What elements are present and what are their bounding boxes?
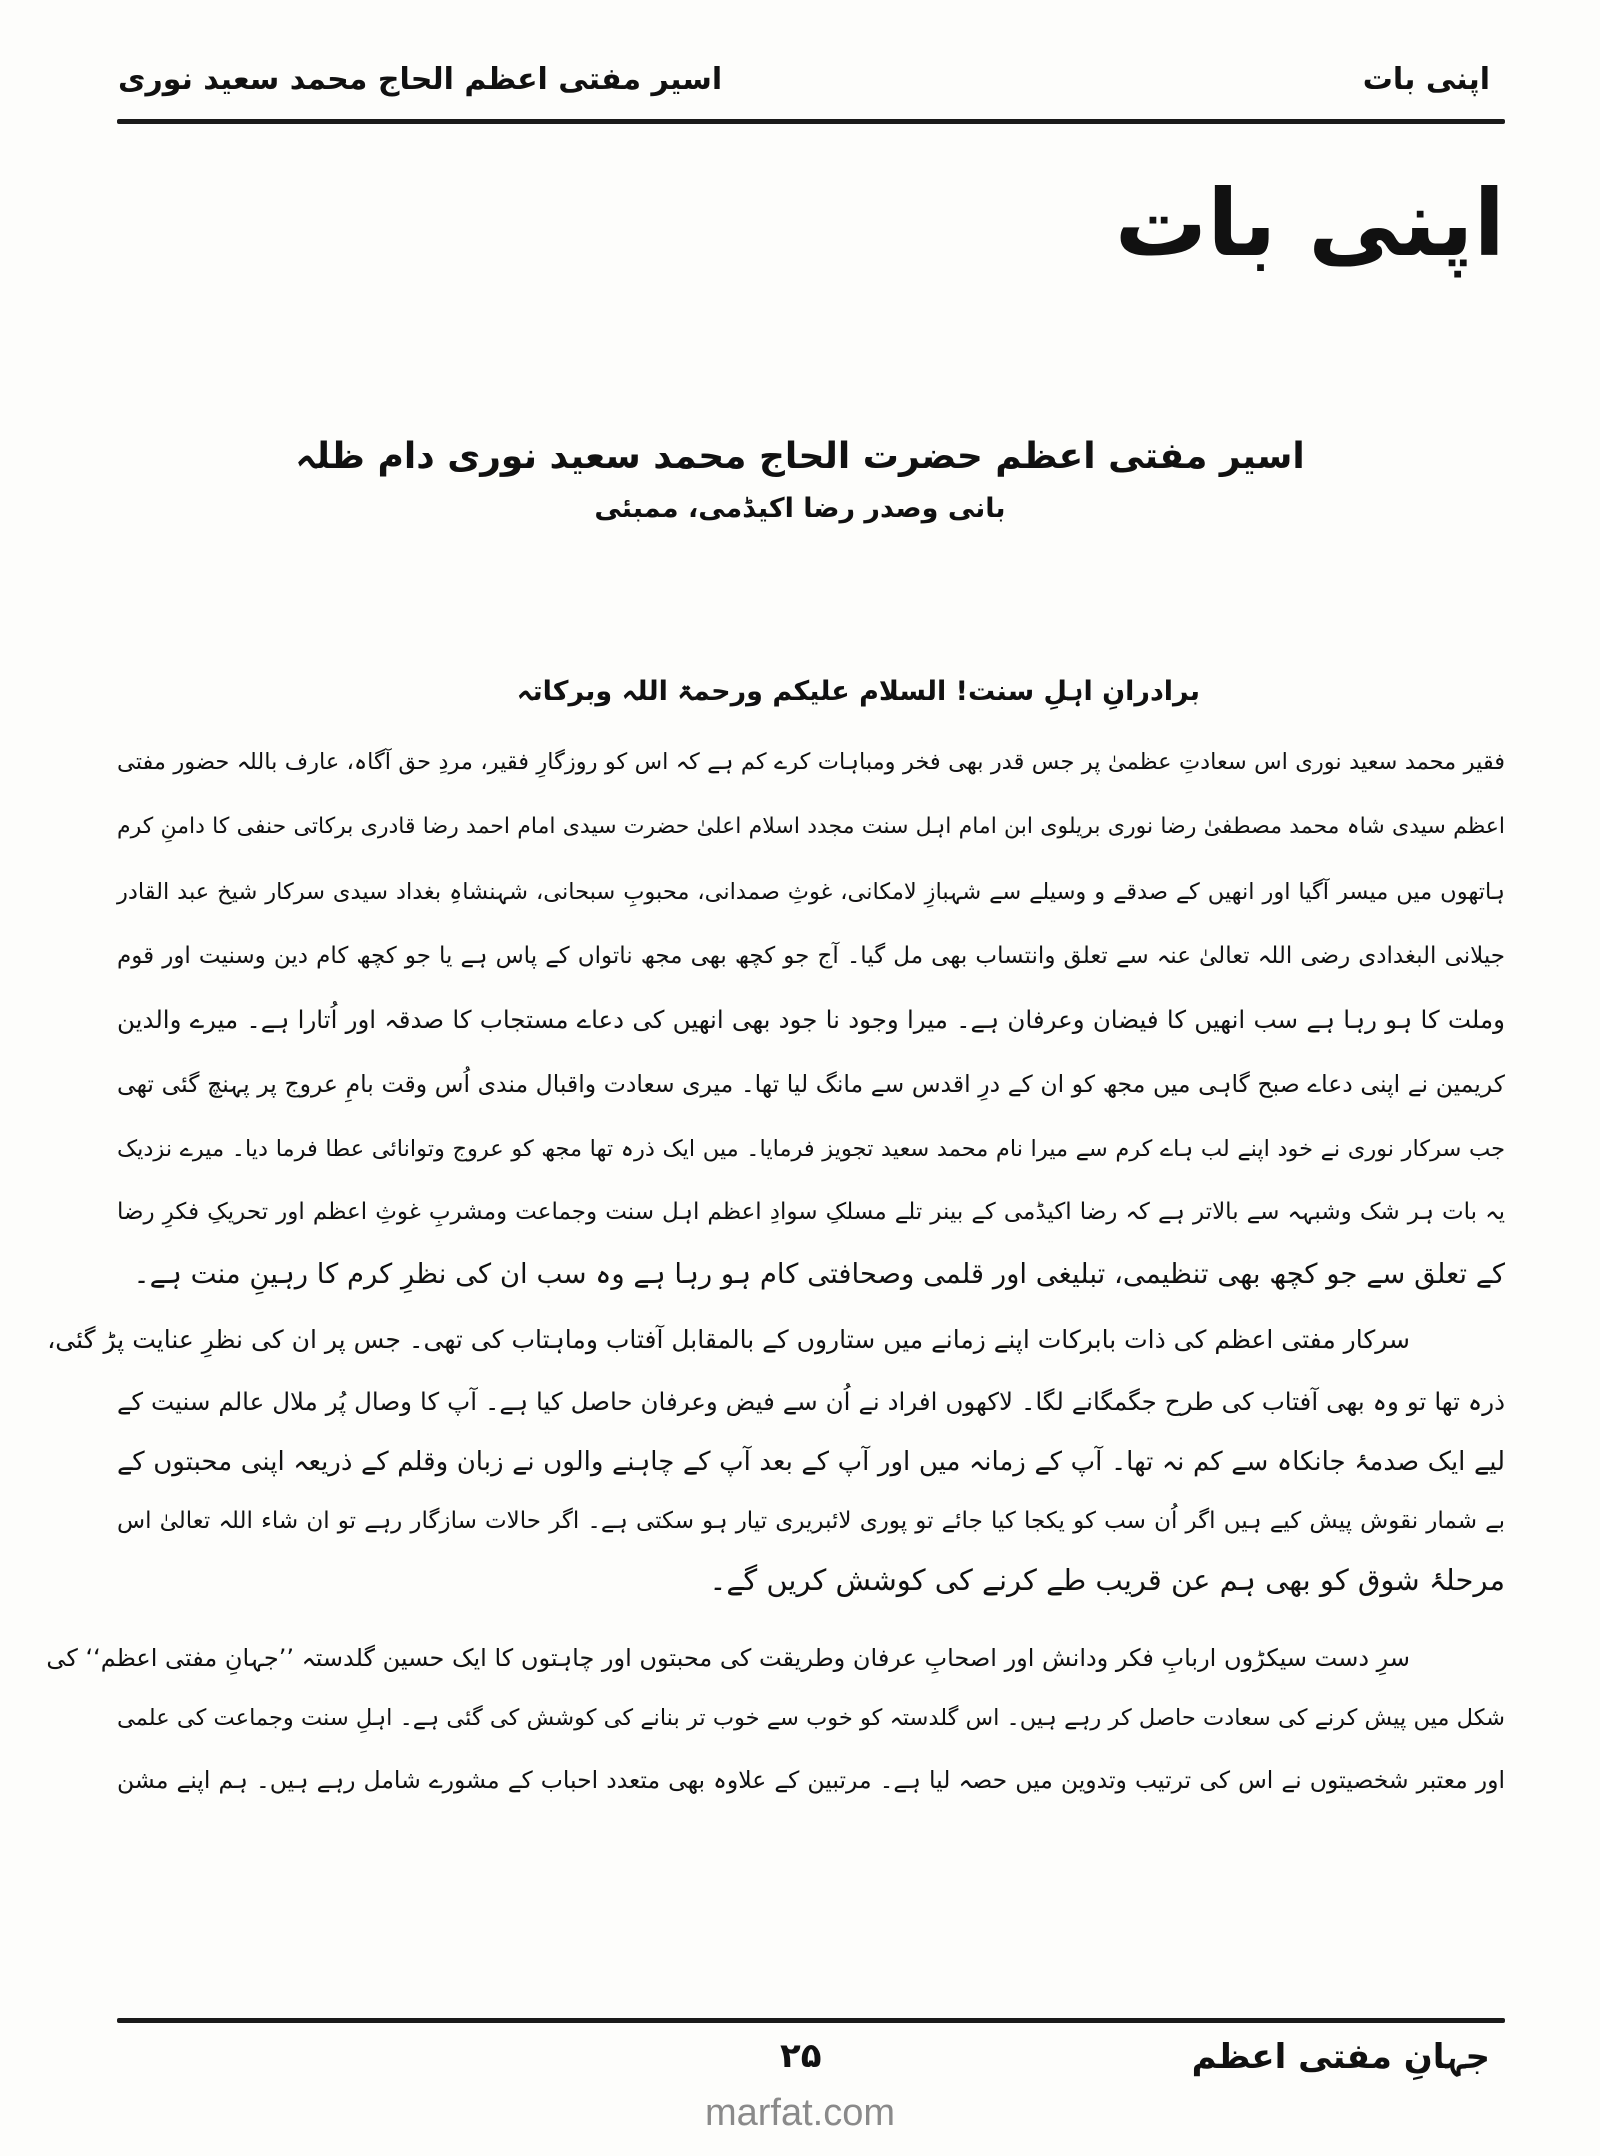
text-line: ذرہ تھا تو وہ بھی آفتاب کی طرح جگمگانے لگا۔ لاکھوں افراد نے اُن سے فیض وعرفان حاصل کیا ہے۔ آپ کا وصال پُر ملال عالم سنیت کے [117,1387,1505,1416]
text-line: کے تعلق سے جو کچھ بھی تنظیمی، تبلیغی اور قلمی وصحافتی کام ہو رہا ہے وہ سب ان کی نظرِ کرم کا رہینِ منت ہے۔ [133,1258,1505,1290]
footer-book-title: جہانِ مفتی اعظم [1191,2037,1490,2077]
footer-divider [117,2018,1505,2023]
text-line: فقیر محمد سعید نوری اس سعادتِ عظمیٰ پر جس قدر بھی فخر ومباہات کرے کم ہے کہ اس کو روزگارِ فقیر، مردِ حق آگاہ، عارف باللہ حضور مفتی [117,749,1505,775]
page-number: ۲۵ [780,2036,822,2076]
text-line: لیے ایک صدمۂ جانکاہ سے کم نہ تھا۔ آپ کے زمانہ میں اور آپ کے بعد آپ کے چاہنے والوں نے زبان وقلم کے ذریعہ اپنی محبتوں کے [117,1447,1505,1477]
text-line: اعظم سیدی شاہ محمد مصطفیٰ رضا نوری بریلوی ابن امام اہل سنت مجدد اسلام اعلیٰ حضرت سیدی امام احمد رضا قادری برکاتی حنفی کا دامنِ کرم [117,814,1505,839]
text-line: ہاتھوں میں میسر آگیا اور انھیں کے صدقے و وسیلے سے شہبازِ لامکانی، غوثِ صمدانی، محبوبِ سبحانی، شہنشاہِ بغداد سیدی سرکار شیخ عبد القادر [117,879,1505,905]
text-line: سرکار مفتی اعظم کی ذات بابرکات اپنے زمانے میں ستاروں کے بالمقابل آفتاب وماہتاب کی تھی۔ جس پر ان کی نظرِ عنایت پڑ گئی، [47,1325,1410,1354]
text-line: کریمین نے اپنی دعاے صبح گاہی میں مجھ کو ان کے درِ اقدس سے مانگ لیا تھا۔ میری سعادت واقبال مندی اُس وقت بامِ عروج پر پہنچ گئی تھی [117,1070,1505,1098]
running-header-section: اپنی بات [1362,62,1490,97]
text-line: وملت کا ہو رہا ہے سب انھیں کا فیضان وعرفان ہے۔ میرا وجود نا جود بھی انھیں کی دعاے مستجاب کا صدقہ اور اُتارا ہے۔ میرے والدین [117,1005,1505,1034]
page-title: اپنی بات [1114,170,1505,277]
byline-role: بانی وصدر رضا اکیڈمی، ممبئی [594,493,1006,524]
running-header-author: اسیر مفتی اعظم الحاج محمد سعید نوری [118,62,723,97]
text-line: اور معتبر شخصیتوں نے اس کی ترتیب وتدوین میں حصہ لیا ہے۔ مرتبین کے علاوہ بھی متعدد احباب کے مشورے شامل رہے ہیں۔ ہم اپنے مشن [117,1766,1505,1794]
text-line: جیلانی البغدادی رضی اللہ تعالیٰ عنہ سے تعلق وانتساب بھی مل گیا۔ آج جو کچھ بھی مجھ ناتواں کے پاس ہے یا جو کچھ کام دین وسنیت اور قوم [117,943,1505,969]
byline-name: اسیر مفتی اعظم حضرت الحاج محمد سعید نوری دام ظلہ [295,436,1305,477]
text-line: شکل میں پیش کرنے کی سعادت حاصل کر رہے ہیں۔ اس گلدستہ کو خوب سے خوب تر بنانے کی کوشش کی گئی ہے۔ اہلِ سنت وجماعت کی علمی [117,1705,1505,1731]
text-line: یہ بات ہر شک وشبہہ سے بالاتر ہے کہ رضا اکیڈمی کے بینر تلے مسلکِ سوادِ اعظم اہل سنت وجماعت ومشربِ غوثِ اعظم اور تحریکِ فکرِ رضا [117,1199,1505,1225]
text-line: جب سرکار نوری نے خود اپنے لب ہاے کرم سے میرا نام محمد سعید تجویز فرمایا۔ میں ایک ذرہ تھا مجھ کو عروج وتوانائی عطا فرما دیا۔ میرے نزدیک [117,1136,1505,1162]
watermark: marfat.com [704,2092,896,2134]
text-line: مرحلۂ شوق کو بھی ہم عن قریب طے کرنے کی کوشش کریں گے۔ [709,1563,1505,1597]
text-line: بے شمار نقوش پیش کیے ہیں اگر اُن سب کو یکجا کیا جائے تو پوری لائبریری تیار ہو سکتی ہے۔ اگر حالات سازگار رہے تو ان شاء اللہ تعالیٰ اس [117,1508,1505,1534]
greeting: برادرانِ اہلِ سنت! السلام علیکم ورحمۃ اللہ وبرکاتہ [516,676,1200,707]
header-divider [117,119,1505,124]
text-line: سرِ دست سیکڑوں اربابِ فکر ودانش اور اصحابِ عرفان وطریقت کی محبتوں اور چاہتوں کا ایک حسین گلدستہ ’’جہانِ مفتی اعظم‘‘ کی [46,1644,1410,1672]
